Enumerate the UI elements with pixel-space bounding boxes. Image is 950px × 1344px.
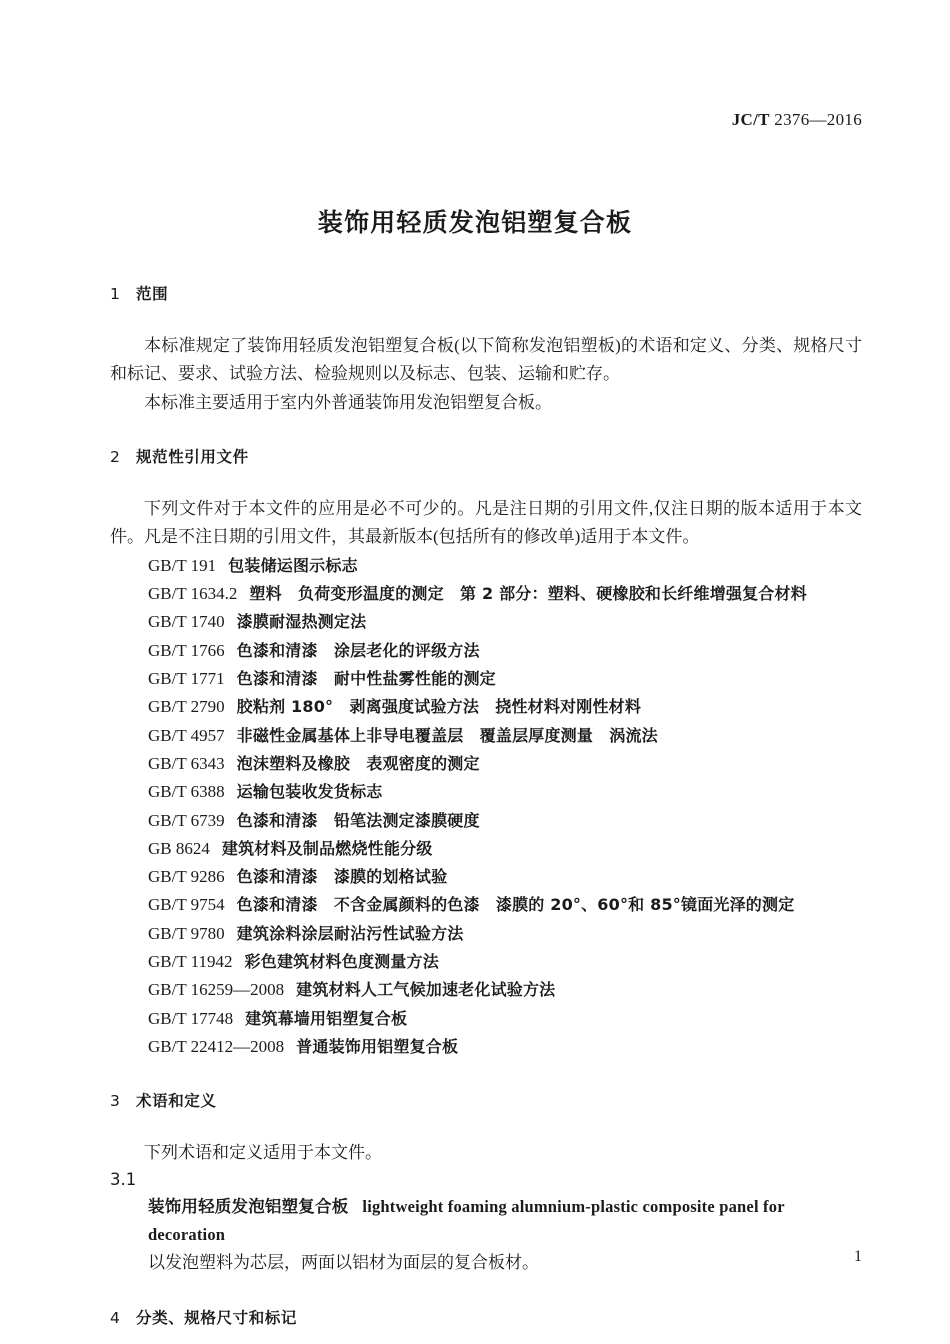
normative-refs-intro: 下列文件对于本文件的应用是必不可少的。凡是注日期的引用文件,仅注日期的版本适用于本文件。凡是不注日期的引用文件，其最新版本(包括所有的修改单)适用于本文件。	[110, 498, 862, 547]
terms-intro: 下列术语和定义适用于本文件。	[144, 1142, 382, 1162]
ref-title: 建筑幕墙用铝塑复合板	[245, 1008, 408, 1028]
list-item	[148, 722, 862, 750]
ref-code: GB/T 1740	[148, 612, 225, 632]
list-item	[148, 750, 862, 778]
ref-code: GB/T 191	[148, 555, 217, 575]
list-item	[148, 1033, 862, 1061]
list-item	[148, 1005, 862, 1033]
ref-title: 建筑材料及制品燃烧性能分级	[221, 838, 433, 858]
ref-code: GB/T 6388	[148, 782, 225, 802]
standard-prefix: JC/T	[731, 110, 770, 129]
ref-code: GB/T 16259—2008	[148, 980, 285, 1000]
clause-3-number: 3	[110, 1092, 121, 1111]
clause-4-title: 分类、规格尺寸和标记	[136, 1308, 298, 1327]
list-item	[148, 580, 862, 608]
list-item	[148, 835, 862, 863]
ref-title: 色漆和清漆 铅笔法测定漆膜硬度	[236, 810, 480, 830]
list-item	[148, 552, 862, 580]
list-item	[148, 665, 862, 693]
clause-1-heading	[110, 284, 862, 306]
term-definition: 以发泡塑料为芯层，两面以铝材为面层的复合板材。	[148, 1253, 539, 1273]
clause-1-number: 1	[110, 285, 121, 303]
ref-title: 色漆和清漆 漆膜的划格试验	[236, 867, 448, 887]
running-header	[88, 110, 862, 130]
term-heading	[148, 1193, 862, 1249]
term-entry	[110, 1193, 862, 1278]
term-en: lightweight foaming alumnium-plastic composite panel for decoration	[148, 1197, 785, 1245]
clause-1-title: 范围	[136, 285, 169, 303]
page-number: 1	[854, 1248, 862, 1265]
clause-4-heading	[110, 1308, 862, 1330]
ref-code: GB/T 6343	[148, 753, 225, 773]
ref-code: GB/T 4957	[148, 725, 225, 745]
list-item	[148, 863, 862, 891]
clause-4-number: 4	[110, 1308, 121, 1327]
list-item	[148, 948, 862, 976]
ref-code: GB/T 1766	[148, 640, 225, 660]
ref-title: 建筑涂料涂层耐沾污性试验方法	[236, 923, 464, 943]
spacer	[110, 417, 862, 447]
list-item	[148, 637, 862, 665]
list-item	[148, 891, 862, 919]
clause-2-number: 2	[110, 448, 121, 467]
list-item	[148, 807, 862, 835]
clause-3-title: 术语和定义	[136, 1092, 217, 1111]
list-item	[148, 778, 862, 806]
clause-2-title: 规范性引用文件	[136, 448, 249, 467]
ref-code: GB/T 9780	[148, 923, 225, 943]
ref-title: 色漆和清漆 不含金属颜料的色漆 漆膜的 20°、60°和 85°镜面光泽的测定	[236, 895, 795, 915]
list-item	[148, 920, 862, 948]
ref-title: 非磁性金属基体上非导电覆盖层 覆盖层厚度测量 涡流法	[236, 725, 658, 745]
spacer	[110, 1113, 862, 1139]
ref-code: GB/T 1771	[148, 669, 225, 689]
ref-title: 胶粘剂 180° 剥离强度试验方法 挠性材料对刚性材料	[236, 697, 642, 717]
ref-code: GB/T 9754	[148, 895, 225, 915]
list-item	[148, 693, 862, 721]
document-body	[110, 284, 862, 1330]
ref-code: GB/T 17748	[148, 1008, 234, 1028]
normative-reference-list	[110, 552, 862, 1061]
term-number: 3.1	[110, 1170, 137, 1190]
clause-2-heading	[110, 447, 862, 469]
term-zh: 装饰用轻质发泡铝塑复合板	[148, 1197, 349, 1217]
list-item	[148, 608, 862, 636]
standard-number: 2376—2016	[774, 110, 862, 129]
ref-code: GB 8624	[148, 838, 210, 858]
spacer	[110, 1061, 862, 1091]
scope-paragraph-2: 本标准主要适用于室内外普通装饰用发泡铝塑复合板。	[144, 392, 552, 412]
scope-paragraph-1: 本标准规定了装饰用轻质发泡铝塑复合板(以下简称发泡铝塑板)的术语和定义、分类、规格尺寸和标记、要求、试验方法、检验规则以及标志、包装、运输和贮存。	[110, 335, 862, 384]
ref-title: 建筑材料人工气候加速老化试验方法	[296, 980, 556, 1000]
ref-code: GB/T 9286	[148, 867, 225, 887]
ref-code: GB/T 22412—2008	[148, 1036, 285, 1056]
ref-code: GB/T 6739	[148, 810, 225, 830]
ref-code: GB/T 2790	[148, 697, 225, 717]
ref-title: 包装储运图示标志	[228, 555, 358, 575]
ref-code: GB/T 1634.2	[148, 584, 238, 604]
document-title: 装饰用轻质发泡铝塑复合板	[317, 208, 633, 237]
spacer	[110, 469, 862, 495]
ref-title: 色漆和清漆 涂层老化的评级方法	[236, 640, 480, 660]
ref-title: 塑料 负荷变形温度的测定 第 2 部分：塑料、硬橡胶和长纤维增强复合材料	[249, 584, 807, 604]
spacer	[110, 306, 862, 332]
ref-title: 普通装饰用铝塑复合板	[296, 1036, 459, 1056]
spacer	[110, 1278, 862, 1308]
ref-title: 运输包装收发货标志	[236, 782, 383, 802]
list-item	[148, 976, 862, 1004]
ref-title: 泡沫塑料及橡胶 表观密度的测定	[236, 753, 480, 773]
clause-3-heading	[110, 1091, 862, 1113]
ref-title: 色漆和清漆 耐中性盐雾性能的测定	[236, 669, 496, 689]
ref-code: GB/T 11942	[148, 952, 233, 972]
ref-title: 彩色建筑材料色度测量方法	[244, 952, 439, 972]
ref-title: 漆膜耐湿热测定法	[236, 612, 367, 632]
